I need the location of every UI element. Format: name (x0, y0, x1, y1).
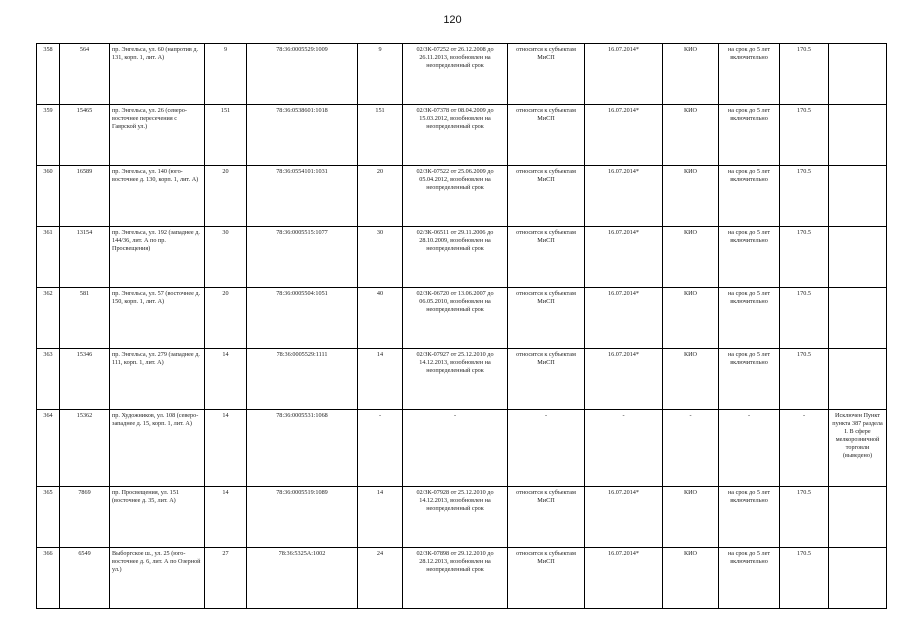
cadastral-number-cell: 78:36:0554101:1031 (247, 166, 358, 227)
cadastral-number-cell: 78:36:0005515:1077 (247, 227, 358, 288)
term-cell: на срок до 5 лет включительно (719, 166, 780, 227)
row-number-cell: 358 (37, 44, 60, 105)
address-cell: пр. Просвещения, ул. 151 (восточнее д. 35, лит. А) (110, 487, 205, 548)
date-cell: 16.07.2014* (585, 44, 663, 105)
subject-cell: - (508, 410, 585, 487)
contract-cell: 02/ЗК-06511 от 29.11.2006 до 28.10.2009, возобновлен на неопределенный срок (403, 227, 508, 288)
area-contract-cell: 151 (358, 105, 403, 166)
address-cell: пр. Энгельса, ул. 140 (юго-восточнее д. 130, корп. 1, лит. А) (110, 166, 205, 227)
organization-cell: КИО (663, 487, 719, 548)
subject-cell: относится к субъектам МиСП (508, 349, 585, 410)
term-cell: на срок до 5 лет включительно (719, 227, 780, 288)
number-cell: 170.5 (780, 105, 829, 166)
subject-cell: относится к субъектам МиСП (508, 487, 585, 548)
row-number-cell: 360 (37, 166, 60, 227)
cadastral-number-cell: 78:36:0005529:1111 (247, 349, 358, 410)
area-contract-cell: 9 (358, 44, 403, 105)
cadastral-number-cell: 78:36:5325А:1002 (247, 548, 358, 609)
contract-cell: 02/ЗК-07898 от 29.12.2010 до 28.12.2013, возобновлен на неопределенный срок (403, 548, 508, 609)
organization-cell: КИО (663, 44, 719, 105)
term-cell: на срок до 5 лет включительно (719, 548, 780, 609)
area-contract-cell: 20 (358, 166, 403, 227)
area-cell: 14 (205, 487, 247, 548)
date-cell: 16.07.2014* (585, 349, 663, 410)
organization-cell: КИО (663, 288, 719, 349)
area-cell: 151 (205, 105, 247, 166)
row-number-cell: 359 (37, 105, 60, 166)
note-cell (829, 105, 887, 166)
note-cell (829, 227, 887, 288)
number-cell: 170.5 (780, 548, 829, 609)
address-cell: пр. Энгельса, ул. 26 (северо-восточнее пересечения с Гаврской ул.) (110, 105, 205, 166)
term-cell: на срок до 5 лет включительно (719, 487, 780, 548)
table-row (37, 410, 887, 487)
number-cell: 170.5 (780, 166, 829, 227)
object-id-cell: 7869 (60, 487, 110, 548)
area-cell: 27 (205, 548, 247, 609)
note-cell (829, 487, 887, 548)
cadastral-number-cell: 78:36:0005529:1009 (247, 44, 358, 105)
area-contract-cell: 14 (358, 349, 403, 410)
note-cell (829, 166, 887, 227)
note-cell (829, 288, 887, 349)
term-cell: на срок до 5 лет включительно (719, 349, 780, 410)
contract-cell: 02/ЗК-07252 от 26.12.2008 до 26.11.2013, возобновлен на неопределенный срок (403, 44, 508, 105)
cadastral-number-cell: 78:36:0538601:1018 (247, 105, 358, 166)
address-cell: пр. Энгельса, ул. 279 (западнее д. 111, корп. 1, лит. А) (110, 349, 205, 410)
table-row (37, 487, 887, 548)
number-cell: - (780, 410, 829, 487)
object-id-cell: 15346 (60, 349, 110, 410)
date-cell: 16.07.2014* (585, 105, 663, 166)
cadastral-number-cell: 78:36:0005504:1051 (247, 288, 358, 349)
organization-cell: КИО (663, 548, 719, 609)
object-id-cell: 564 (60, 44, 110, 105)
note-cell (829, 349, 887, 410)
row-number-cell: 363 (37, 349, 60, 410)
address-cell: Выборгское ш., ул. 25 (юго-восточнее д. 6, лит. А по Озерной ул.) (110, 548, 205, 609)
object-id-cell: 6549 (60, 548, 110, 609)
number-cell: 170.5 (780, 288, 829, 349)
term-cell: на срок до 5 лет включительно (719, 44, 780, 105)
number-cell: 170.5 (780, 487, 829, 548)
subject-cell: относится к субъектам МиСП (508, 548, 585, 609)
row-number-cell: 366 (37, 548, 60, 609)
object-id-cell: 15362 (60, 410, 110, 487)
subject-cell: относится к субъектам МиСП (508, 105, 585, 166)
row-number-cell: 361 (37, 227, 60, 288)
note-cell: Исключен Пункт пункта 387 раздела I. В сфере мелкорозничной торговли (выведено) (829, 410, 887, 487)
contract-cell: - (403, 410, 508, 487)
contract-cell: 02/ЗК-07927 от 25.12.2010 до 14.12.2013, возобновлен на неопределенный срок (403, 349, 508, 410)
cadastral-number-cell: 78:36:0005531:1068 (247, 410, 358, 487)
area-cell: 14 (205, 349, 247, 410)
object-id-cell: 16589 (60, 166, 110, 227)
area-cell: 30 (205, 227, 247, 288)
table-row (37, 105, 887, 166)
organization-cell: КИО (663, 166, 719, 227)
table-row (37, 288, 887, 349)
row-number-cell: 365 (37, 487, 60, 548)
table-row (37, 44, 887, 105)
area-contract-cell: 14 (358, 487, 403, 548)
area-contract-cell: - (358, 410, 403, 487)
table-row (37, 548, 887, 609)
area-contract-cell: 30 (358, 227, 403, 288)
organization-cell: КИО (663, 105, 719, 166)
area-contract-cell: 40 (358, 288, 403, 349)
term-cell: на срок до 5 лет включительно (719, 288, 780, 349)
organization-cell: КИО (663, 349, 719, 410)
area-cell: 14 (205, 410, 247, 487)
contract-cell: 02/ЗК-06720 от 13.06.2007 до 06.05.2010, возобновлен на неопределенный срок (403, 288, 508, 349)
date-cell: 16.07.2014* (585, 227, 663, 288)
cadastral-number-cell: 78:36:0005519:1089 (247, 487, 358, 548)
note-cell (829, 44, 887, 105)
table-row (37, 349, 887, 410)
area-cell: 9 (205, 44, 247, 105)
address-cell: пр. Энгельса, ул. 60 (напротив д. 131, корп. 1, лит. А) (110, 44, 205, 105)
address-cell: пр. Художников, ул. 108 (северо-западнее д. 15, корп. 1, лит. А) (110, 410, 205, 487)
subject-cell: относится к субъектам МиСП (508, 44, 585, 105)
page-number: 120 (443, 14, 462, 26)
row-number-cell: 362 (37, 288, 60, 349)
note-cell (829, 548, 887, 609)
contract-cell: 02/ЗК-07378 от 08.04.2009 до 15.03.2012, возобновлен на неопределенный срок (403, 105, 508, 166)
object-id-cell: 15465 (60, 105, 110, 166)
subject-cell: относится к субъектам МиСП (508, 288, 585, 349)
row-number-cell: 364 (37, 410, 60, 487)
date-cell: - (585, 410, 663, 487)
address-cell: пр. Энгельса, ул. 192 (западнее д. 144/36, лит. А по пр. Просвещения) (110, 227, 205, 288)
table-row (37, 166, 887, 227)
object-id-cell: 13154 (60, 227, 110, 288)
subject-cell: относится к субъектам МиСП (508, 227, 585, 288)
organization-cell: - (663, 410, 719, 487)
table-row (37, 227, 887, 288)
date-cell: 16.07.2014* (585, 548, 663, 609)
area-contract-cell: 24 (358, 548, 403, 609)
number-cell: 170.5 (780, 349, 829, 410)
area-cell: 20 (205, 288, 247, 349)
term-cell: - (719, 410, 780, 487)
subject-cell: относится к субъектам МиСП (508, 166, 585, 227)
object-id-cell: 581 (60, 288, 110, 349)
date-cell: 16.07.2014* (585, 166, 663, 227)
organization-cell: КИО (663, 227, 719, 288)
registry-table (36, 43, 887, 609)
area-cell: 20 (205, 166, 247, 227)
date-cell: 16.07.2014* (585, 487, 663, 548)
term-cell: на срок до 5 лет включительно (719, 105, 780, 166)
number-cell: 170.5 (780, 227, 829, 288)
contract-cell: 02/ЗК-07928 от 25.12.2010 до 14.12.2013, возобновлен на неопределенный срок (403, 487, 508, 548)
date-cell: 16.07.2014* (585, 288, 663, 349)
address-cell: пр. Энгельса, ул. 57 (восточнее д. 150, корп. 1, лит. А) (110, 288, 205, 349)
number-cell: 170.5 (780, 44, 829, 105)
contract-cell: 02/ЗК-07522 от 25.06.2009 до 05.04.2012, возобновлен на неопределенный срок (403, 166, 508, 227)
